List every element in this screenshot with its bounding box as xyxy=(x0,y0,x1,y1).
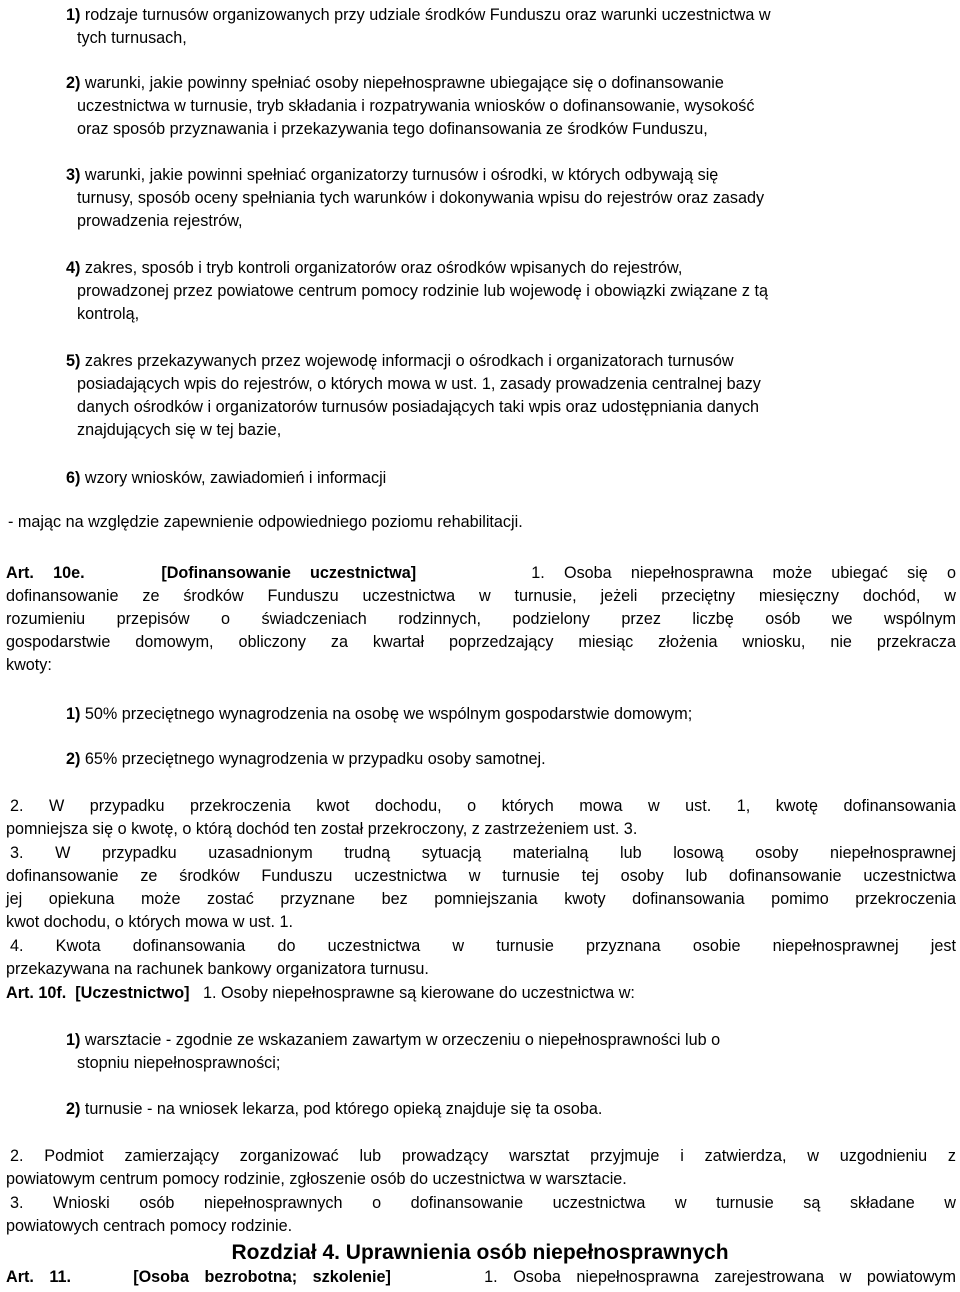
item-number: 1) xyxy=(66,6,81,24)
paragraph-text: kwot dochodu, o których mowa w ust. 1. xyxy=(6,913,294,931)
chapter-heading: Rozdział 4. Uprawnienia osób niepełnosprawnych xyxy=(231,1241,729,1264)
item-text: 50% przeciętnego wynagrodzenia na osobę we wspólnym gospodarstwie domowym; xyxy=(84,705,693,723)
list-item xyxy=(66,4,946,50)
paragraph-text: jej opiekuna może zostać przyznane bez pomniejszania kwoty dofinansowania pomimo przekroczenia xyxy=(6,890,956,908)
paragraph-text: pomniejsza się o kwotę, o którą dochód ten został przekroczony, z zastrzeżeniem ust. 3. xyxy=(6,820,638,838)
paragraph-2 xyxy=(10,795,956,818)
item-text: zakres przekazywanych przez wojewodę informacji o ośrodkach i organizatorach turnusów xyxy=(84,352,734,370)
item-text: oraz sposób przyznawania i przekazywania tego dofinansowania ze środków Funduszu, xyxy=(77,120,708,138)
item-text: kontrolą, xyxy=(77,305,140,323)
paragraph-text: gospodarstwie domowym, obliczony za kwartał poprzedzający miesiąc złożenia wniosku, nie przekracza xyxy=(6,633,956,651)
paragraph-text: 1. Osoba niepełnosprawna może ubiegać się o xyxy=(531,564,956,582)
list-item xyxy=(66,350,946,442)
paragraph-4-cont xyxy=(6,958,956,981)
list-item xyxy=(66,1098,946,1121)
item-number: 5) xyxy=(66,352,81,370)
item-text: 65% przeciętnego wynagrodzenia w przypadku osoby samotnej. xyxy=(84,750,546,768)
paragraph-text: dofinansowanie ze środków Funduszu uczestnictwa w turnusie tej osoby lub dofinansowanie uczestnictwa xyxy=(6,867,956,885)
paragraph-text: rozumieniu przepisów o świadczeniach rodzinnych, podzielony przez liczbę osób we wspólnym xyxy=(6,610,956,628)
item-number: 2) xyxy=(66,74,81,92)
paragraph-text: 1. Osoba niepełnosprawna zarejestrowana w powiatowym xyxy=(484,1268,956,1286)
item-text: uczestnictwa w turnusie, tryb składania i rozpatrywania wniosków o dofinansowanie, wysokość xyxy=(77,97,755,115)
item-text: danych ośrodków i organizatorów turnusów posiadających taki wpis oraz udostępniania danych xyxy=(77,398,760,416)
paragraph-2-cont xyxy=(6,1168,956,1191)
item-text: znajdujących się w tej bazie, xyxy=(77,421,282,439)
paragraph-2 xyxy=(10,1145,956,1168)
item-text: tych turnusach, xyxy=(77,29,187,47)
item-number: 3) xyxy=(66,166,81,184)
paragraph-text: 2. Podmiot zamierzający zorganizować lub prowadzący warsztat przyjmuje i zatwierdza, w uzgodnieniu z xyxy=(10,1147,956,1165)
item-text: posiadających wpis do rejestrów, o których mowa w ust. 1, zasady prowadzenia centralnej bazy xyxy=(77,375,761,393)
paragraph-text: przekazywana na rachunek bankowy organizatora turnusu. xyxy=(6,960,429,978)
item-text: warunki, jakie powinni spełniać organizatorzy turnusów i ośrodki, w których odbywają się xyxy=(84,166,719,184)
paragraph-2-cont xyxy=(6,818,956,841)
paragraph-text: powiatowych centrach pomocy rodzinie. xyxy=(6,1217,293,1235)
item-text: warunki, jakie powinny spełniać osoby niepełnosprawne ubiegające się o dofinansowanie xyxy=(84,74,724,92)
article-label: Art. 10e. xyxy=(6,564,85,582)
article-title: [Dofinansowanie uczestnictwa] xyxy=(161,564,417,582)
article-title: [Osoba bezrobotna; szkolenie] xyxy=(133,1268,391,1286)
item-number: 6) xyxy=(66,469,81,487)
article-10f xyxy=(6,982,635,1005)
paragraph-text: dofinansowanie ze środków Funduszu uczestnictwa w turnusie, jeżeli przeciętny miesięczny dochód, w xyxy=(6,587,956,605)
article-10e xyxy=(6,562,956,677)
paragraph-text: 4. Kwota dofinansowania do uczestnictwa w turnusie przyznana osobie niepełnosprawnej jest xyxy=(10,937,956,955)
item-text: zakres, sposób i tryb kontroli organizatorów oraz ośrodków wpisanych do rejestrów, xyxy=(84,259,683,277)
paragraph-text: 1. Osoby niepełnosprawne są kierowane do uczestnictwa w: xyxy=(203,984,635,1002)
paragraph-text: 3. Wnioski osób niepełnosprawnych o dofinansowanie uczestnictwa w turnusie są składane w xyxy=(10,1194,956,1212)
item-number: 1) xyxy=(66,1031,81,1049)
paragraph-3-cont xyxy=(6,865,956,934)
item-text: turnusie - na wniosek lekarza, pod którego opieką znajduje się ta osoba. xyxy=(84,1100,603,1118)
item-text: wzory wniosków, zawiadomień i informacji xyxy=(84,469,387,487)
item-text: rodzaje turnusów organizowanych przy udziale środków Funduszu oraz warunki uczestnictwa w xyxy=(84,6,771,24)
item-number: 4) xyxy=(66,259,81,277)
item-text: warsztacie - zgodnie ze wskazaniem zawartym w orzeczeniu o niepełnosprawności lub o xyxy=(84,1031,721,1049)
paragraph-text: 3. W przypadku uzasadnionym trudną sytuacją materialną lub losową osoby niepełnosprawnej xyxy=(10,844,956,862)
article-title: [Uczestnictwo] xyxy=(75,984,190,1002)
item-text: prowadzonej przez powiatowe centrum pomocy rodzinie lub wojewodę i obowiązki związane z tą xyxy=(77,282,769,300)
item-text: turnusy, sposób oceny spełniania tych warunków i dokonywania wpisu do rejestrów oraz zasady xyxy=(77,189,765,207)
list-item xyxy=(66,467,946,490)
article-label: Art. 11. xyxy=(6,1268,72,1286)
list-item xyxy=(66,257,946,326)
list-item xyxy=(66,748,946,771)
item-number: 1) xyxy=(66,705,81,723)
article-11 xyxy=(6,1266,956,1289)
paragraph-text: powiatowym centrum pomocy rodzinie, zgłoszenie osób do uczestnictwa w warsztacie. xyxy=(6,1170,627,1188)
item-number: 2) xyxy=(66,750,81,768)
paragraph-3 xyxy=(10,1192,956,1215)
paragraph-3 xyxy=(10,842,956,865)
list-item xyxy=(66,703,946,726)
paragraph-3-cont xyxy=(6,1215,956,1238)
article-label: Art. 10f. xyxy=(6,984,67,1002)
paragraph-text: 2. W przypadku przekroczenia kwot dochodu, o których mowa w ust. 1, kwotę dofinansowania xyxy=(10,797,956,815)
paragraph-text: kwoty: xyxy=(6,656,52,674)
list-item xyxy=(66,1029,946,1075)
item-text: stopniu niepełnosprawności; xyxy=(77,1054,281,1072)
paragraph-4 xyxy=(10,935,956,958)
item-text: prowadzenia rejestrów, xyxy=(77,212,243,230)
item-number: 2) xyxy=(66,1100,81,1118)
list-item xyxy=(66,72,946,141)
closing-clause: - mając na względzie zapewnienie odpowiedniego poziomu rehabilitacji. xyxy=(8,513,523,531)
list-item xyxy=(66,164,946,233)
